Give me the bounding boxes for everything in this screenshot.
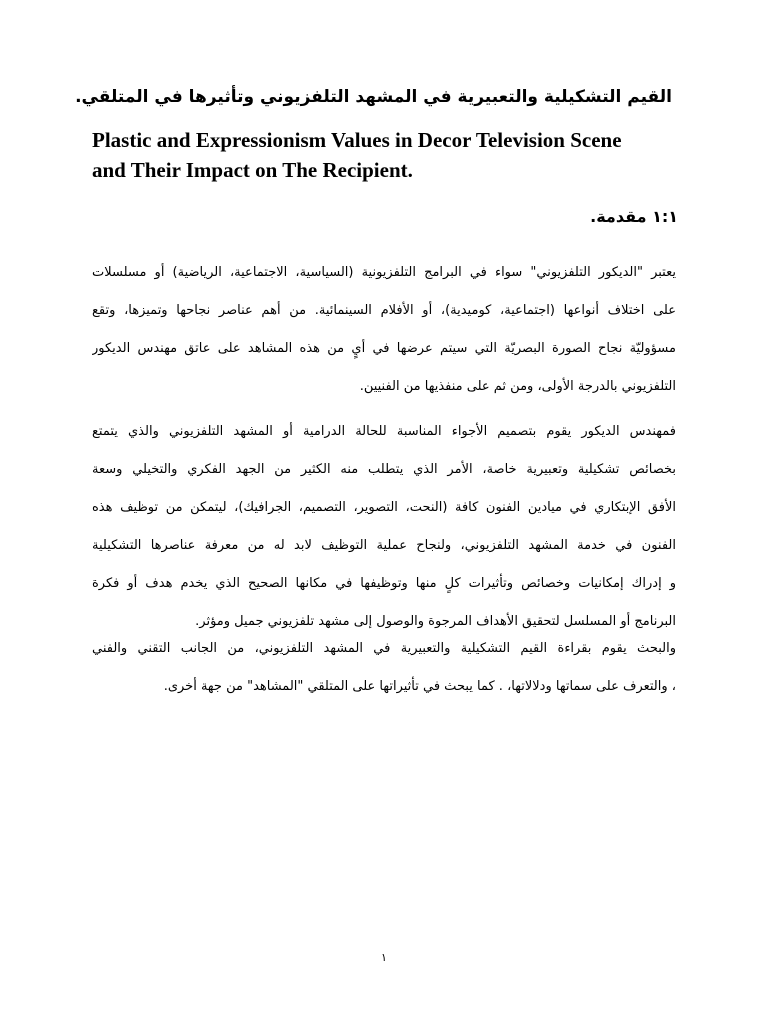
english-title (92, 125, 692, 185)
english-title-line: Plastic and Expressionism Values in Decor Television Scene (92, 128, 622, 152)
section-heading: ١:١ مقدمة. (590, 207, 678, 226)
paragraph-line: ، والتعرف على سماتها ودلالاتها، . كما يبحث في تأثيراتها على المتلقي "المشاهد" من جهة أخرى. (163, 679, 676, 694)
paragraph-2 (92, 413, 676, 641)
paragraph-line: الأفق الإبتكاري في ميادين الفنون كافة (النحت، التصوير، التصميم، الجرافيك)، ليتمكن من توظيف هذه (92, 500, 676, 515)
paragraph-3 (92, 630, 676, 706)
paragraph-line: على اختلاف أنواعها (اجتماعية، كوميدية)، أو الأفلام السينمائية. من أهم عناصر نجاحها وتميزها، وتقع (92, 303, 676, 318)
paragraph-line: التلفزيوني بالدرجة الأولى، ومن ثم على منفذيها من الفنيين. (359, 379, 676, 394)
paragraph-1 (92, 254, 676, 406)
paragraph-line: بخصائص تشكيلية وتعبيرية خاصة، الأمر الذي يتطلب منه الكثير من الجهد الفكري والتخيلي وسعة (92, 462, 676, 477)
page-number: ١ (381, 951, 387, 964)
paragraph-line: الفنون في خدمة المشهد التلفزيوني، ولنجاح عملية التوظيف لابد له من معرفة عناصرها التشكيلية (92, 538, 676, 553)
paragraph-line: والبحث يقوم بقراءة القيم التشكيلية والتعبيرية في المشهد التلفزيوني، من الجانب التقني والفني (92, 641, 676, 656)
paragraph-line: مسؤوليّة نجاح الصورة البصريّة التي سيتم عرضها في أيٍ من هذه المشاهد على عاتق مهندس الديكور (92, 341, 676, 356)
arabic-title: القيم التشكيلية والتعبيرية في المشهد التلفزيوني وتأثيرها في المتلقي. (75, 87, 672, 107)
paragraph-line: فمهندس الديكور يقوم بتصميم الأجواء المناسبة للحالة الدرامية أو المشهد التلفزيوني والذي يتمتع (92, 424, 676, 439)
english-title-line: and Their Impact on The Recipient. (92, 158, 413, 182)
paragraph-line: البرنامج أو المسلسل لتحقيق الأهداف المرجوة والوصول إلى مشهد تلفزيوني جميل ومؤثر. (195, 614, 676, 629)
paragraph-line: يعتبر "الديكور التلفزيوني" سواء في البرامج التلفزيونية (السياسية، الاجتماعية، الرياضية) أو مسلسلات (92, 265, 676, 280)
paragraph-line: و إدراك إمكانيات وخصائص وتأثيرات كلٍ منها وتوظيفها في مكانها الصحيح الذي يخدم هدف أو فكرة (92, 576, 676, 591)
